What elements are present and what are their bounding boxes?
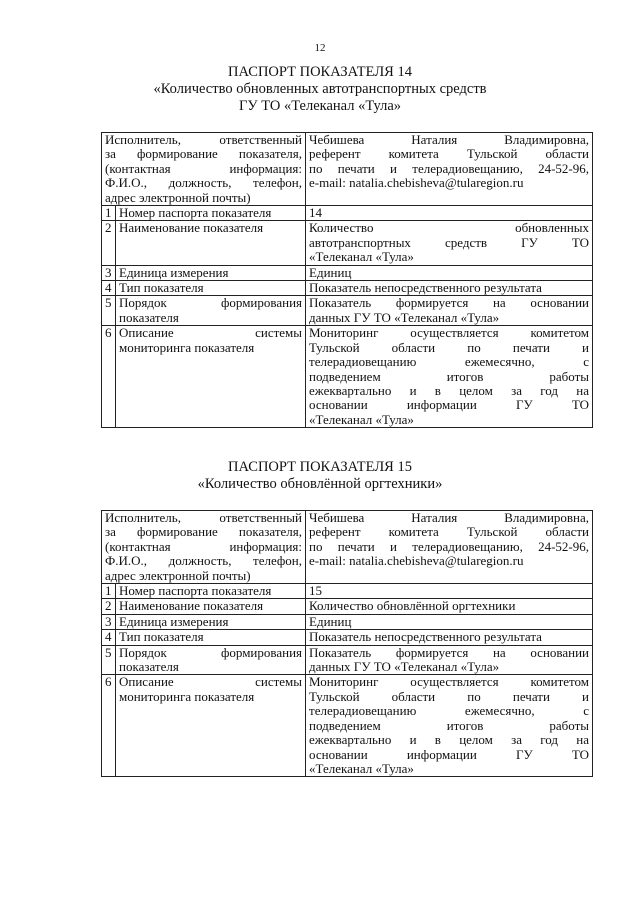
row-label-line: показателя xyxy=(119,309,179,325)
row-number: 2 xyxy=(102,221,116,265)
row-label-line: Тип показателя xyxy=(119,280,204,296)
row-value-line: основании информации ГУ ТО xyxy=(309,397,590,413)
row-value-line: Мониторинг осуществляется комитетом xyxy=(309,674,590,690)
executor-value xyxy=(306,511,593,584)
row-number: 1 xyxy=(102,206,116,221)
row-value-line: подведением итогов работы xyxy=(309,717,590,733)
row-number: 6 xyxy=(102,326,116,428)
row-number: 4 xyxy=(102,281,116,296)
row-value xyxy=(306,599,593,614)
passport-subtitle-line: ГУ ТО «Телеканал «Тула» xyxy=(238,98,402,114)
row-number: 4 xyxy=(102,630,116,645)
row-label xyxy=(116,630,306,645)
table-row xyxy=(102,281,593,296)
table-row xyxy=(102,326,593,428)
table-row xyxy=(102,221,593,265)
row-value-line: Мониторинг осуществляется комитетом xyxy=(309,325,590,341)
row-label-line: Наименование показателя xyxy=(119,220,264,236)
row-label xyxy=(116,614,306,629)
table-row xyxy=(102,614,593,629)
executor-label-line: адрес электронной почты) xyxy=(105,567,251,583)
row-value xyxy=(306,675,593,777)
row-value-line: подведением итогов работы xyxy=(309,368,590,384)
row-number: 3 xyxy=(102,614,116,629)
executor-label-line: за формирование показателя, xyxy=(105,524,303,540)
row-value-line: «Телеканал «Тула» xyxy=(309,760,414,776)
executor-label xyxy=(102,133,306,206)
row-label xyxy=(116,206,306,221)
row-number: 5 xyxy=(102,645,116,675)
executor-label-line: (контактная информация: xyxy=(105,160,303,176)
table-row xyxy=(102,630,593,645)
row-label xyxy=(116,675,306,777)
passport-title: ПАСПОРТ ПОКАЗАТЕЛЯ 14 xyxy=(228,64,412,80)
row-value xyxy=(306,221,593,265)
passport-title: ПАСПОРТ ПОКАЗАТЕЛЯ 15 xyxy=(228,459,412,475)
executor-email: e-mail: natalia.chebisheva@tularegion.ru xyxy=(309,175,524,191)
executor-value-line: по печати и телерадиовещанию, 24-52-96, xyxy=(309,160,590,176)
executor-label-line: адрес электронной почты) xyxy=(105,189,251,205)
table-row xyxy=(102,206,593,221)
row-value-line: автотранспортных средств ГУ ТО xyxy=(309,234,590,250)
row-label-line: мониторинга показателя xyxy=(119,339,255,355)
row-number: 1 xyxy=(102,584,116,599)
executor-label-line: Исполнитель, ответственный xyxy=(105,132,303,147)
row-label-line: Тип показателя xyxy=(119,629,204,645)
row-value-line: Тульской области по печати и xyxy=(309,688,590,704)
row-value xyxy=(306,645,593,675)
row-number: 3 xyxy=(102,265,116,280)
executor-value-line: по печати и телерадиовещанию, 24-52-96, xyxy=(309,538,590,554)
row-label xyxy=(116,221,306,265)
row-label-line: Порядок формирования xyxy=(119,295,303,311)
row-value-line: данных ГУ ТО «Телеканал «Тула» xyxy=(309,309,500,325)
row-value-line: Показатель формируется на основании xyxy=(309,295,590,311)
row-label-line: Наименование показателя xyxy=(119,598,264,614)
row-number: 6 xyxy=(102,675,116,777)
row-value-line: «Телеканал «Тула» xyxy=(309,249,414,265)
row-value-line: данных ГУ ТО «Телеканал «Тула» xyxy=(309,659,500,675)
row-label-line: Порядок формирования xyxy=(119,644,303,660)
row-value-line: основании информации ГУ ТО xyxy=(309,746,590,762)
executor-label-line: Ф.И.О., должность, телефон, xyxy=(105,553,303,569)
row-value-line: ежеквартально и в целом за год на xyxy=(309,732,590,748)
row-value-line: «Телеканал «Тула» xyxy=(309,411,414,427)
executor-label-line: Ф.И.О., должность, телефон, xyxy=(105,175,303,191)
row-value xyxy=(306,584,593,599)
row-label xyxy=(116,645,306,675)
row-value-line: Показатель непосредственного результата xyxy=(309,629,542,645)
row-value-line: телерадиовещанию ежемесячно, с xyxy=(309,703,590,719)
row-label xyxy=(116,599,306,614)
page-number: 12 xyxy=(314,42,326,54)
row-value xyxy=(306,296,593,326)
executor-label-line: Исполнитель, ответственный xyxy=(105,510,303,525)
row-label-line: Описание системы xyxy=(119,325,303,341)
table-row xyxy=(102,296,593,326)
row-value-line: Тульской области по печати и xyxy=(309,339,590,355)
passport-15-heading xyxy=(0,459,640,493)
row-number: 2 xyxy=(102,599,116,614)
executor-value-line: Чебишева Наталия Владимировна, xyxy=(309,510,590,525)
executor-value-line: Чебишева Наталия Владимировна, xyxy=(309,132,590,147)
row-value xyxy=(306,265,593,280)
row-value xyxy=(306,614,593,629)
row-value-line: 14 xyxy=(309,205,323,221)
executor-label-line: за формирование показателя, xyxy=(105,146,303,162)
table-row xyxy=(102,675,593,777)
row-value xyxy=(306,326,593,428)
table-row xyxy=(102,645,593,675)
row-value-line: Единиц xyxy=(309,613,352,629)
passport-14-heading xyxy=(0,64,640,115)
row-label xyxy=(116,281,306,296)
row-label-line: мониторинга показателя xyxy=(119,688,255,704)
row-label xyxy=(116,265,306,280)
row-value-line: ежеквартально и в целом за год на xyxy=(309,382,590,398)
passport-subtitle-line: «Количество обновлённой оргтехники» xyxy=(197,476,443,492)
row-value-line: Показатель непосредственного результата xyxy=(309,280,542,296)
row-label-line: Номер паспорта показателя xyxy=(119,583,272,599)
passport-15-table xyxy=(101,510,593,777)
row-value xyxy=(306,281,593,296)
row-label xyxy=(116,326,306,428)
row-label-line: Описание системы xyxy=(119,674,303,690)
executor-value-line: референт комитета Тульской области xyxy=(309,146,590,162)
table-row xyxy=(102,599,593,614)
executor-label-line: (контактная информация: xyxy=(105,538,303,554)
row-value-line: Количество обновлённой оргтехники xyxy=(309,598,516,614)
passport-14-table xyxy=(101,132,593,428)
row-value-line: Показатель формируется на основании xyxy=(309,644,590,660)
table-row xyxy=(102,133,593,206)
row-value xyxy=(306,206,593,221)
executor-label xyxy=(102,511,306,584)
row-value-line: телерадиовещанию ежемесячно, с xyxy=(309,354,590,370)
row-label xyxy=(116,584,306,599)
row-label-line: Номер паспорта показателя xyxy=(119,205,272,221)
row-number: 5 xyxy=(102,296,116,326)
row-label-line: Единица измерения xyxy=(119,264,229,280)
passport-subtitle-line: «Количество обновленных автотранспортных средств xyxy=(153,81,487,97)
row-value-line: Единиц xyxy=(309,264,352,280)
row-value-line: 15 xyxy=(309,583,323,599)
table-row xyxy=(102,265,593,280)
table-row xyxy=(102,511,593,584)
row-value-line: Количество обновленных xyxy=(309,220,590,236)
row-label-line: Единица измерения xyxy=(119,613,229,629)
row-label xyxy=(116,296,306,326)
executor-email: e-mail: natalia.chebisheva@tularegion.ru xyxy=(309,553,524,569)
table-row xyxy=(102,584,593,599)
executor-value xyxy=(306,133,593,206)
row-label-line: показателя xyxy=(119,659,179,675)
executor-value-line: референт комитета Тульской области xyxy=(309,524,590,540)
row-value xyxy=(306,630,593,645)
